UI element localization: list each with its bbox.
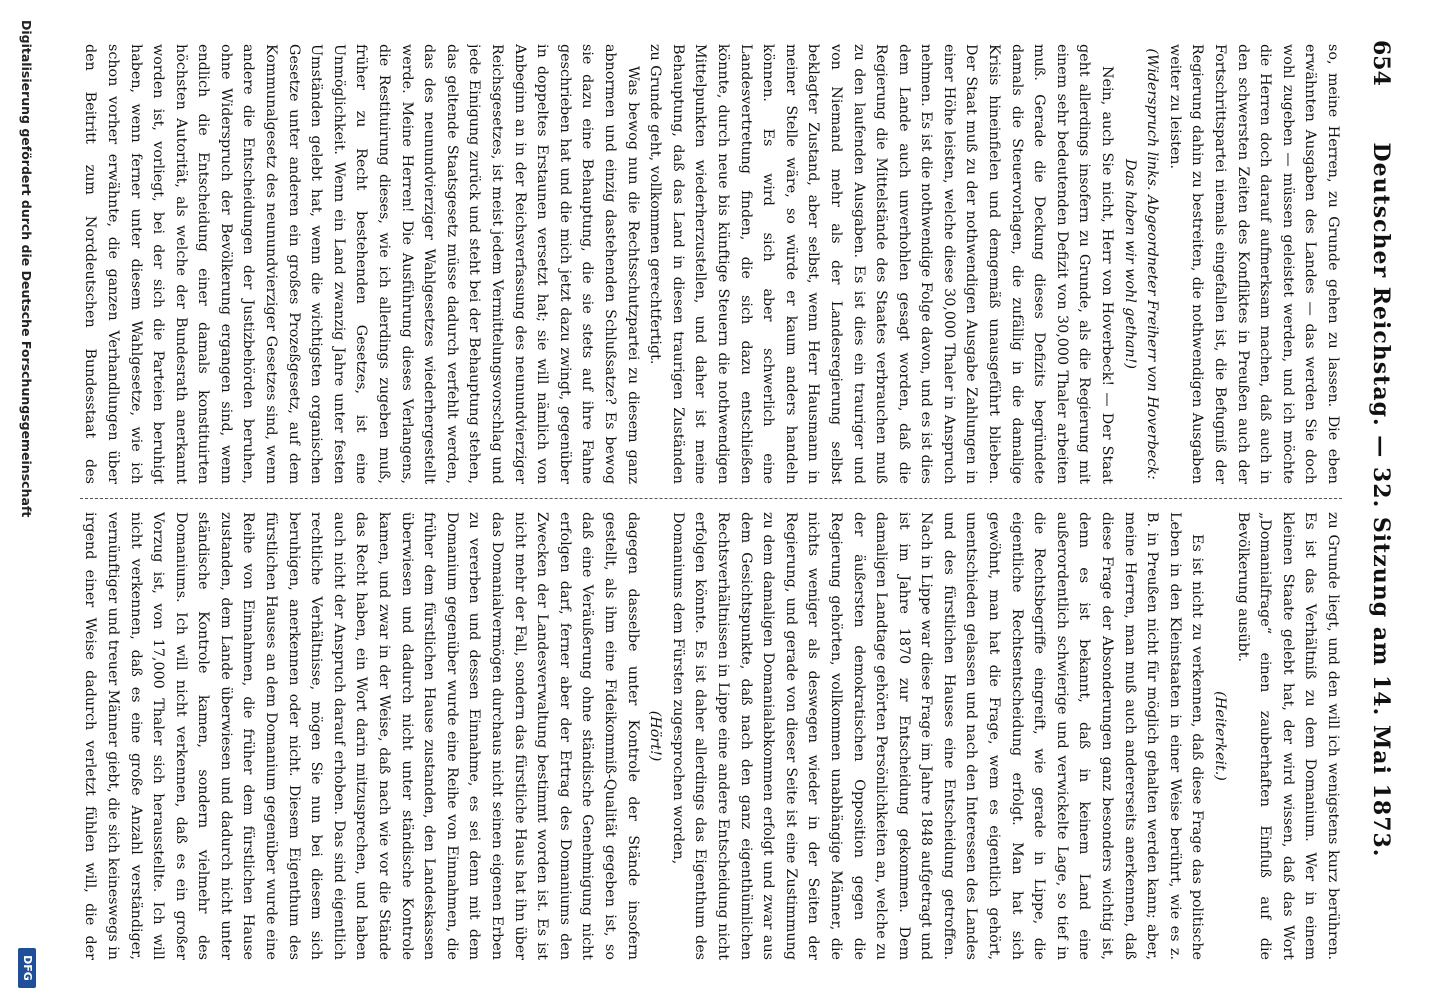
dfg-logo: DFG xyxy=(18,948,36,988)
left-column-paragraph: so, meine Herren, zu Grunde gehen zu lassen. Die eben erwähnten Ausgaben des Landes — das werden Sie doch wohl zugeben — müssen geleistet werden, und ich möchte die Herren doch darauf aufmerksam machen, daß auch in den schwersten Zeiten des Konfliktes in Preußen auch der Fortschrittspartei niemals eingefallen ist, die Befugniß der Regierung dahin zu bestreiten, die nothwendigen Ausgaben weiter zu leisten. xyxy=(1166,44,1341,484)
text-column-left xyxy=(80,44,1344,484)
left-column-paragraph: (Widerspruch links. Abgeordneter Freiherr von Hoverbeck: Das haben wir wohl gethan!) xyxy=(1121,48,1161,480)
right-column-paragraph: dagegen dasselbe unter Kontrole der Stände insofern gestellt, als ihm eine Fideikommiß-Qualität gegeben ist, so daß eine Veräußerung ohne ständische Genehmigung nicht erfolgen darf, ferner aber der Ertrag des Domaniums den Zwecken der Landesverwaltung bestimmt worden ist. Es ist nicht mehr der Fall, sondern das fürstliche Haus hat ihn über das Domanialvermögen durchaus nicht seinen eigenen Erben zu vererben und dessen Einnahme, es sei denn mit dem Domanium gegenüber wurde eine Reihe von Einnahmen, die früher dem fürstlichen Hause zustanden, den Landeskassen überwiesen und dadurch nicht unter ständische Kontrole kamen, und zwar in der Weise, daß nach wie vor die Stände das Recht haben, ein Wort darin mitzusprechen, und haben auch nicht der Anspruch darauf erhoben. Das sind eigentlich rechtliche Verhältnisse, mögen Sie nun bei diesem sich beruhigen, anerkennen oder nicht. Diesem Eigenthum des fürstlichen Hauses an dem Domanium gegenüber wurde eine Reihe von Einnahmen, die früher dem fürstlichen Hause zustanden, dem Lande überwiesen und dadurch nicht unter ständische Kontrole kamen, sondern vielmehr des Domaniums. Ich will nicht verkennen, daß es ein großer Vorzug ist, von 17,000 Thaler sich herausstellte. Ich will nicht verkennen, daß es eine große Anzahl verständiger, vernünftiger und treuer Männer giebt, die sich keineswegs in irgend einer Weise dadurch verletzt fühlen will, die der xyxy=(82,512,641,960)
funding-notice: Digitalisierung gefördert durch die Deutsche Forschungsgemeinschaft xyxy=(19,20,34,518)
text-column-right xyxy=(80,512,1344,960)
column-divider xyxy=(80,498,1342,499)
right-column-paragraph: (Hört!) xyxy=(647,710,664,762)
right-column-paragraph: (Heiterkeit.) xyxy=(1212,691,1229,781)
page-footer xyxy=(14,0,36,1000)
page-title: Deutscher Reichstag. — 32. Sitzung am 14. Mai 1873. xyxy=(1368,142,1394,858)
left-column-paragraph: Was bewog nun die Rechtsschutzpartei zu diesem ganz abnormen und einzig dastehenden Schlußsatze? Es bewog sie dazu eine Behauptung, die sie stets auf ihre Fahne geschrieben hat und die mich jetzt dazu zwingt, gegenüber in doppeltes Erstaunen versetzt hat; sie will nämlich von Anbeginn an in der Reichsverfassung des neunundvierziger Reichsgesetzes, ist meist jedem Vermittelungsvorschlag und jede Einigung zurück und steht bei der Behauptung stehen, das geltende Staatsgesetz müsse dadurch verfehlt werden, das des neunundvierziger Wahlgesetzes wiederhergestellt werde. Meine Herren! Die Ausführung dieses Verlangens, die Restituirung dieses, wie ich allerdings zugeben muß, früher zu Recht bestehenden Gesetzes, ist eine Unmöglichkeit. Wenn ein Land zwanzig Jahre unter festen Umständen gelebt hat, wenn die wichtigsten organischen Gesetze unter anderen ein großes Prozeßgesetz, auf dem Kommunalgesetz des neunundvierziger Gesetzes sind, wenn andere die Entscheidungen der Justizbehörden beruhen, ohne Widerspruch der Bevölkerung ergangen sind, wenn endlich die Entscheidung einer damals konstituirten höchsten Autorität, als welche der Bundesrath anerkannt worden ist, vorliegt, bei der sich die Parteien beruhigt haben, wenn ferner unter diesem Wahlgesetze, wie ich schon vorher erwähnte, die ganzen Verhandlungen über den Beitritt zum Norddeutschen Bundesstaat des xyxy=(82,44,641,484)
right-column-paragraph: Es ist nicht zu verkennen, daß diese Frage das politische Leben in den Kleinstaaten in einer Weise berührt, wie es z. B. in Preußen nicht für möglich gehalten werden kann; aber, meine Herren, man muß auch andererseits anerkennen, daß diese Frage der Absonderungen ganz besonders wichtig ist, denn es ist bekannt, daß in keinem Land eine außerordentlich schwierige und verwickelte Lage, so tief in die Rechtsbegriffe eingreift, wie gerade in Lippe, die eigentliche Rechtsentscheidung erfolgt. Man hat sich gewöhnt, man hat die Frage, wem es eigentlich gehört, unentschieden gelassen und nach den Interessen des Landes und des fürstlichen Hauses eine Entscheidung getroffen. Nach in Lippe war diese Frage im Jahre 1848 aufgetragt und ist im Jahre 1870 zur Entscheidung gekommen. Dem damaligen Landtage gehörten Persönlichkeiten an, welche zu der äußersten demokratischen Opposition gegen die Regierung gehörten, vollkommen unabhängige Männer, die nichts weniger als deswegen wieder in der Seiten der Regierung, und gerade von dieser Seite ist eine Zustimmung zu dem damaligen Domanialabkommen erfolgt und zwar aus dem Gesichtspunkte, daß nach den ganz eigenthümlichen Rechtsverhältnissen in Lippe eine andere Entscheidung nicht erfolgen könnte. Es ist daher allerdings das Eigenthum des Domaniums dem Fürsten zugesprochen worden, xyxy=(669,512,1206,960)
left-column-paragraph: Nein, auch Sie nicht, Herr von Hoverbeck! — Der Staat geht allerdings insofern zu Grunde, als die Regierung mit einem sehr bedeutenden Defizit von 30,000 Thaler arbeiten muß. Gerade die Deckung dieses Defizits begründete damals die Steuervorlagen, die zufällig in die damalige Krisis hineinfielen und demgemäß unausgeführt blieben. Der Staat muß zu der nothwendigen Ausgabe Zahlungen in einer Höhe leisten, welche diese 30,000 Thaler in Anspruch nehmen. Es ist die nothwendige Folge davon, und es ist dies dem Lande auch unverhohlen gesagt worden, daß die Regierung die Mittelstände des Staates verbrauchen muß zu den laufenden Ausgaben. Es ist dies ein trauriger und von Niemand mehr als der Landesregierung selbst beklagter Zustand, aber selbst, wenn Herr Hausmann in meiner Stelle wäre, so würde er kaum anders handeln können. Es wird sich aber schwerlich eine Landesvertretung finden, die sich dazu entschließen könnte, durch neue bis künftige Steuern die nothwendigen Mittelpunkten wiederherzustellen, und daher ist meine Behauptung, daß das Land in diesen traurigen Zuständen zu Grunde geht, vollkommen gerechtfertigt. xyxy=(647,44,1116,484)
page-header xyxy=(1360,40,1394,960)
right-column-paragraph: zu Grunde liegt, und den will ich wenigstens kurz berühren. Es ist das Verhältniß zu dem Domanium. Wer in einem kleinen Staate gelebt hat, der wird wissen, daß das Wort „Domanialfrage“ einen zauberhaften Einfluß auf die Bevölkerung ausübt. xyxy=(1234,512,1341,960)
page-number: 654 xyxy=(1368,40,1394,86)
